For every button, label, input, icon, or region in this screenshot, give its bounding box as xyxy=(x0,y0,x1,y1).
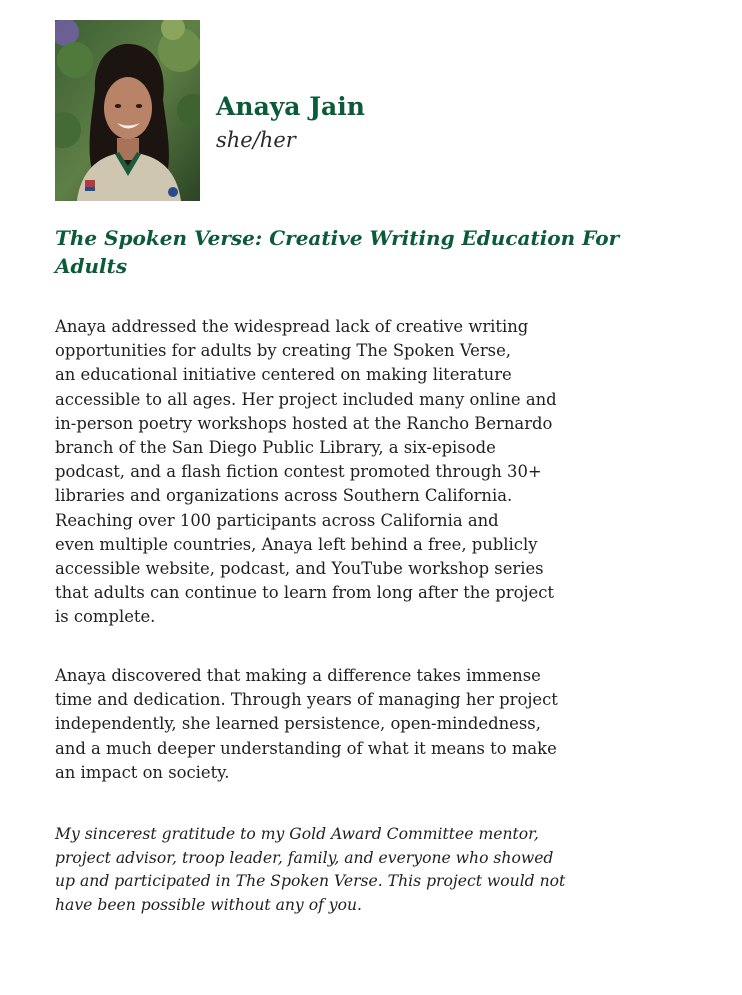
text-line: opportunities for adults by creating The Spoken Verse, xyxy=(55,341,512,361)
text-line: in-person poetry workshops hosted at the Rancho Bernardo xyxy=(55,413,553,433)
profile-pronouns: she/her xyxy=(216,128,296,152)
reflection-paragraph xyxy=(55,664,558,785)
text-line: Anaya discovered that making a difference takes immense xyxy=(55,666,541,685)
text-line: and a much deeper understanding of what it means to make xyxy=(55,738,557,758)
profile-photo xyxy=(55,20,200,201)
text-line: My sincerest gratitude to my Gold Award Committee mentor, xyxy=(55,825,539,843)
text-line: up and participated in The Spoken Verse. This project would not xyxy=(55,872,566,891)
project-title: The Spoken Verse: Creative Writing Education For Adults xyxy=(55,226,620,278)
text-line: project advisor, troop leader, family, and everyone who showed xyxy=(55,848,554,867)
text-line: an impact on society. xyxy=(55,762,230,782)
text-line: accessible website, podcast, and YouTube workshop series xyxy=(55,559,544,579)
text-line: is complete. xyxy=(55,607,156,627)
text-line: accessible to all ages. Her project included many online and xyxy=(55,389,557,409)
text-line: independently, she learned persistence, open-mindedness, xyxy=(55,714,541,734)
text-line: even multiple countries, Anaya left behind a free, publicly xyxy=(55,534,538,554)
text-line: libraries and organizations across Southern California. xyxy=(55,486,513,506)
text-line: an educational initiative centered on making literature xyxy=(55,365,512,385)
text-line: have been possible without any of you. xyxy=(55,896,363,915)
text-line: Reaching over 100 participants across California and xyxy=(55,510,499,530)
text-line: time and dedication. Through years of managing her project xyxy=(55,690,558,710)
portrait-photo-icon xyxy=(55,20,200,201)
profile-name: Anaya Jain xyxy=(216,92,365,121)
text-line: Anaya addressed the widespread lack of creative writing xyxy=(55,317,529,336)
text-line: podcast, and a flash fiction contest promoted through 30+ xyxy=(55,462,542,482)
text-line: branch of the San Diego Public Library, a six-episode xyxy=(55,438,496,458)
project-description-paragraph xyxy=(55,315,557,630)
text-line: that adults can continue to learn from long after the project xyxy=(55,583,554,603)
acknowledgement-paragraph xyxy=(55,823,565,918)
